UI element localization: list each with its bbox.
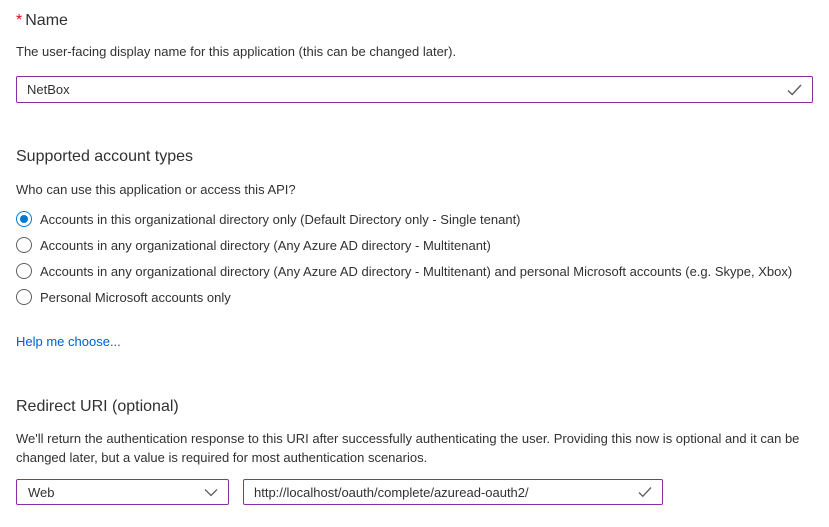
radio-option-multitenant[interactable] [16, 232, 813, 258]
name-field-label [16, 11, 813, 30]
help-me-choose-link[interactable]: Help me choose... [16, 334, 121, 349]
supported-account-types-heading: Supported account types [16, 148, 194, 165]
redirect-uri-heading: Redirect URI (optional) [16, 398, 179, 415]
radio-option-label: Accounts in this organizational directory only (Default Directory only - Single tenant) [40, 211, 521, 227]
account-types-radio-group [16, 206, 813, 310]
radio-option-multitenant-personal[interactable] [16, 258, 813, 284]
name-field-description: The user-facing display name for this application (this can be changed later). [16, 44, 457, 59]
name-input[interactable] [16, 76, 813, 103]
radio-button-icon[interactable] [16, 237, 32, 253]
redirect-uri-input-wrap [243, 479, 663, 505]
app-registration-form [0, 11, 829, 505]
name-label-text: Name [25, 12, 68, 29]
radio-option-label: Accounts in any organizational directory (Any Azure AD directory - Multitenant) and personal Microsoft accounts (e.g. Skype, Xbox) [40, 263, 793, 279]
radio-option-label: Accounts in any organizational directory (Any Azure AD directory - Multitenant) [40, 237, 491, 253]
platform-select[interactable] [16, 479, 229, 505]
redirect-uri-description: We'll return the authentication response to this URI after successfully authenticating the user. Providing this now is optional and it can be changed later, but a value is required for most authentication scenarios. [16, 431, 800, 465]
radio-button-icon[interactable] [16, 263, 32, 279]
name-input-wrap [16, 76, 813, 103]
account-types-question: Who can use this application or access this API? [16, 182, 296, 197]
platform-select-value: Web [28, 484, 55, 500]
radio-option-single-tenant[interactable] [16, 206, 813, 232]
radio-option-personal-only[interactable] [16, 284, 813, 310]
radio-option-label: Personal Microsoft accounts only [40, 289, 231, 305]
radio-button-icon[interactable] [16, 289, 32, 305]
radio-button-icon[interactable] [16, 211, 32, 227]
chevron-down-icon [204, 485, 218, 500]
redirect-uri-input[interactable] [243, 479, 663, 505]
required-asterisk: * [16, 12, 23, 29]
redirect-uri-row [16, 479, 813, 505]
